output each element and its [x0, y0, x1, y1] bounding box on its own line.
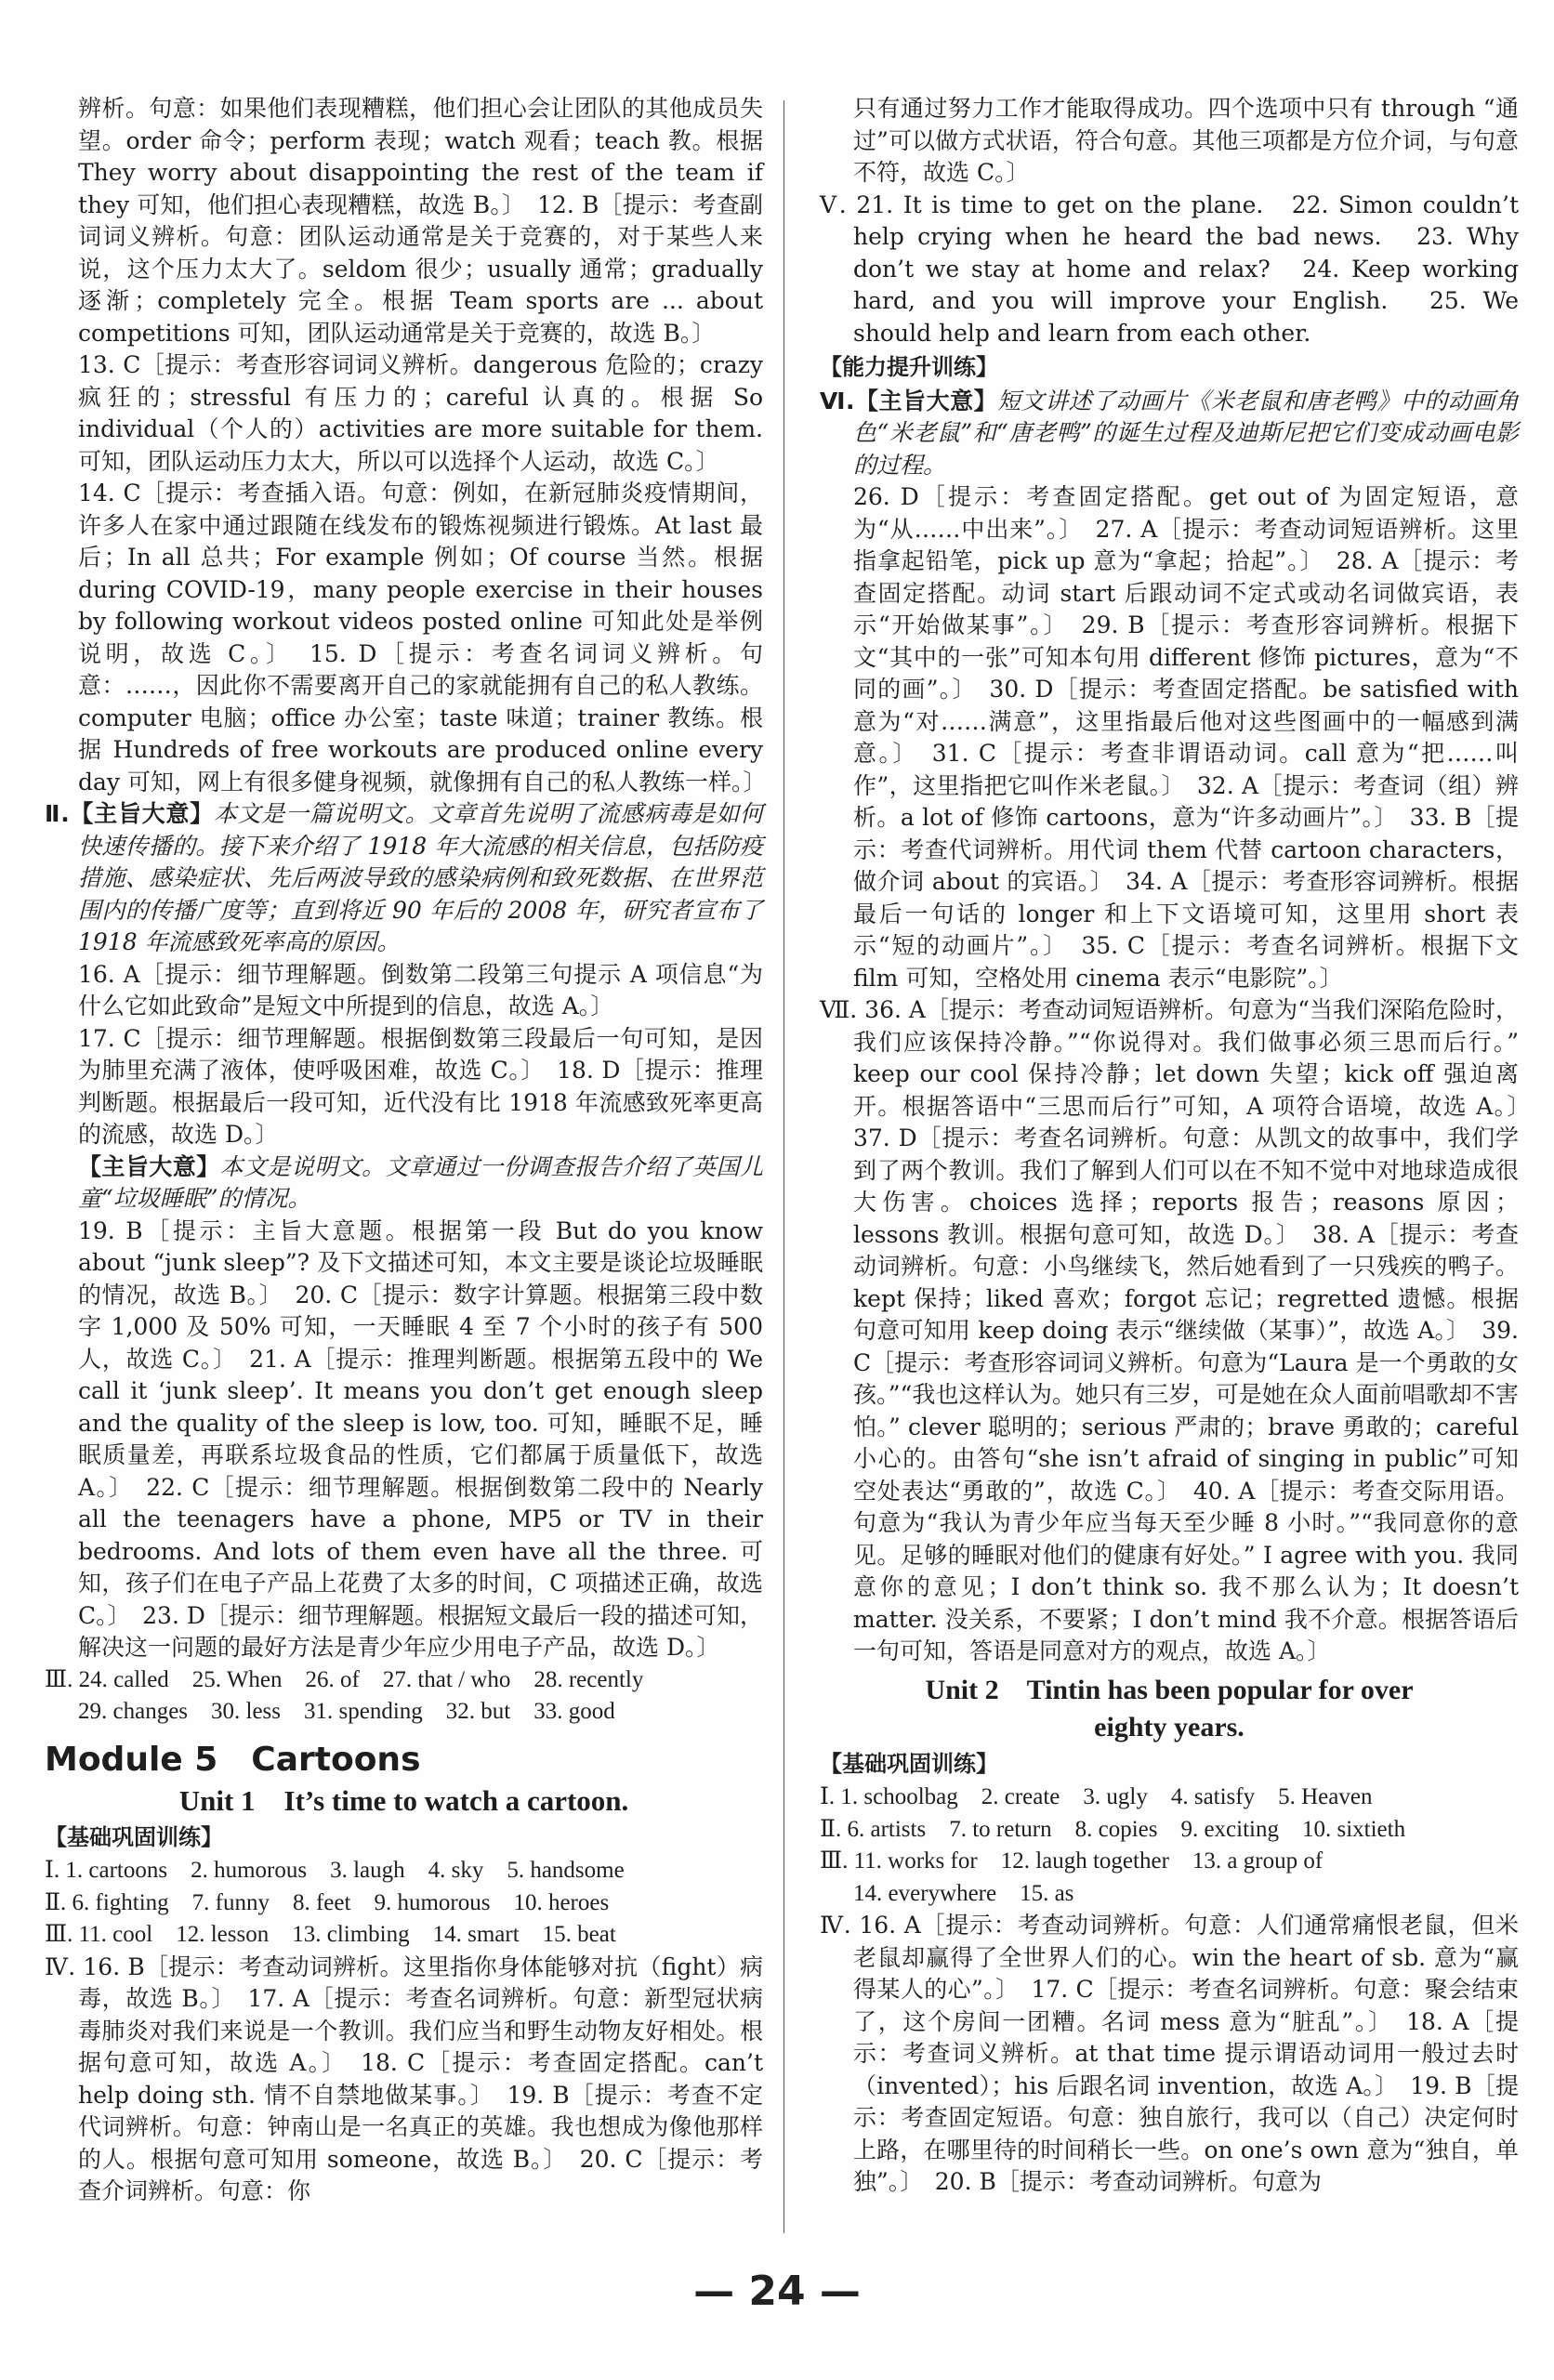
- section-2-intro: [45, 798, 763, 959]
- answer-paragraph: 只有通过努力工作才能取得成功。四个选项中只有 through “通过”可以做方式状语，符合句意。其他三项都是方位介词，与句意不符，故选 C。〕: [853, 95, 1519, 186]
- answer-paragraph: Ⅶ. 36. A［提示：考查动词短语辨析。句意为“当我们深陷危险时，我们应该保持冷静。”“你说得对。我们做事必须三思而后行。” keep our cool 保持冷静；let down 失望；kick off 强迫离开。根据答语中“三思而后行”可知，A 项符合语境，故选 A。〕 37. D［提示：考查名词辨析。句意：从凯文的故事中，我们学到了两个教训。我们了解到人们可以在不知不觉中对地球造成很大伤害。choices 选择；reports 报告；reasons 原因；lessons 教训。根据句意可知，故选 D。〕 38. A［提示：考查动词辨析。句意：小鸟继续飞，然后她看到了一只残疾的鸭子。kept 保持；liked 喜欢；forgot 忘记；regretted 遗憾。根据句意可知用 keep doing 表示“继续做（某事）”，故选 A。〕 39. C［提示：考查形容词词义辨析。句意为“Laura 是一个勇敢的女孩。”“我也这样认为。她只有三岁，可是她在众人面前唱歌却不害怕。” clever 聪明的；serious 严肃的；brave 勇敢的；careful 小心的。由答句“she isn’t afraid of singing in public”可知空处表达“勇敢的”，故选 C。〕 40. A［提示：考查交际用语。句意为“我认为青少年应当每天至少睡 8 小时。”“我同意你的意见。足够的睡眠对他们的健康有好处。” I agree with you. 我同意你的意见；I don’t think so. 我不那么认为；It doesn’t matter. 没关系，不要紧；I don’t mind 我不介意。根据答语后一句可知，答语是同意对方的观点，故选 A。〕: [820, 996, 1543, 1664]
- section-label: Ⅱ.: [45, 800, 70, 827]
- theme-label: 【主旨大意】: [78, 1152, 220, 1180]
- answer-line: Ⅱ. 6. fighting 7. funny 8. feet 9. humorous 10. heroes: [45, 1889, 610, 1915]
- theme-label: 【主旨大意】: [69, 800, 214, 827]
- answer-paragraph: Ⅴ. 21. It is time to get on the plane. 22. Simon couldn’t help crying when he heard the bad news. 23. Why don’t we stay at home and relax? 24. Keep working hard, and you will improve your English. 25. We should help and learn from each other.: [820, 191, 1519, 347]
- section-bar: 【基础巩固训练】: [820, 1750, 998, 1777]
- answer-line: Ⅰ. 1. schoolbag 2. create 3. ugly 4. satisfy 5. Heaven: [820, 1784, 1373, 1809]
- answer-paragraph: 26. D［提示：考查固定搭配。get out of 为固定短语，意为“从……中出来”。〕 27. A［提示：考查动词短语辨析。这里指拿起铅笔，pick up 意为“拿起；拾起”。〕 28. A［提示：考查固定搭配。动词 start 后跟动词不定式或动名词做宾语，表示“开始做某事”。〕 29. B［提示：考查形容词辨析。根据下文“其中的一张”可知本句用 different 修饰 pictures，意为“不同的画”。〕 30. D［提示：考查固定搭配。be satisfied with 意为“对……满意”，这里指最后他对这些图画中的一幅感到满意。〕 31. C［提示：考查非谓语动词。call 意为“把……叫作”，这里指把它叫作米老鼠。〕 32. A［提示：考查词（组）辨析。a lot of 修饰 cartoons，意为“许多动画片”。〕 33. B［提示：考查代词辨析。用代词 them 代替 cartoon characters，做介词 about 的宾语。〕 34. A［提示：考查形容词辨析。根据最后一句话的 longer 和上下文语境可知，这里用 short 表示“短的动画片”。〕 35. C［提示：考查名词辨析。根据下文 film 可知，空格处用 cinema 表示“电影院”。〕: [853, 483, 1519, 992]
- unit-title: Unit 1 It’s time to watch a cartoon.: [178, 1783, 629, 1817]
- answer-line: Ⅲ. 24. called 25. When 26. of 27. that / who 28. recently: [45, 1666, 644, 1692]
- answer-paragraph: Ⅳ. 16. A［提示：考查动词辨析。句意：人们通常痛恨老鼠，但米老鼠却赢得了全世界人们的心。win the heart of sb. 意为“赢得某人的心”。〕 17. C［提示：考查名词辨析。句意：聚会结束了，这个房间一团糟。名词 mess 意为“脏乱”。〕 18. A［提示：考查词义辨析。at that time 提示谓语动词用一般过去时（invented）；his 后跟名词 invention，故选 A。〕 19. B［提示：考查固定短语。句意：独自旅行，我可以（自己）决定何时上路，在哪里待的时间稍长一些。on one’s own 意为“独自，单独”。〕 20. B［提示：考查动词辨析。句意为: [820, 1912, 1519, 2195]
- unit-title-line2: eighty years.: [1094, 1711, 1245, 1742]
- answer-paragraph: 13. C［提示：考查形容词词义辨析。dangerous 危险的；crazy 疯狂的；stressful 有压力的；careful 认真的。根据 So individual（个人的）activities are more suitable for them. 可知，团队运动压力太大，所以可以选择个人运动，故选 C。〕: [78, 351, 763, 475]
- section-bar: 【能力提升训练】: [820, 354, 998, 380]
- theme-text: 短文讲述了动画片《米老鼠和唐老鸭》中的动画角色“米老鼠”和“唐老鸭”的诞生过程及迪斯尼把它们变成动画电影的过程。: [853, 387, 1519, 479]
- answer-line: 14. everywhere 15. as: [853, 1880, 1074, 1906]
- left-column: [45, 93, 767, 2208]
- answer-paragraph: 14. C［提示：考查插入语。句意：例如，在新冠肺炎疫情期间，许多人在家中通过跟随在线发布的锻炼视频进行锻炼。At last 最后；In all 总共；For example 例如；Of course 当然。根据 during COVID-19，many people exercise in their houses by following workout videos posted online 可知此处是举例说明，故选 C。〕 15. D［提示：考查名词词义辨析。句意：……，因此你不需要离开自己的家就能拥有自己的私人教练。computer 电脑；office 办公室；taste 味道；trainer 教练。根据 Hundreds of free workouts are produced online every day 可知，网上有很多健身视频，就像拥有自己的私人教练一样。〕: [78, 480, 767, 796]
- answer-paragraph: 辨析。句意：如果他们表现糟糕，他们担心会让团队的其他成员失望。order 命令；perform 表现；watch 观看；teach 教。根据 They worry about disappointing the rest of the team if they 可知，他们担心表现糟糕，故选 B。〕 12. B［提示：考查副词词义辨析。句意：团队运动通常是关于竞赛的，对于某些人来说，这个压力太大了。seldom 很少；usually 通常；gradually 逐渐；completely 完全。根据 Team sports are ... about competitions 可知，团队运动通常是关于竞赛的，故选 B。〕: [78, 95, 763, 347]
- right-column: [820, 93, 1543, 2199]
- answer-paragraph: Ⅳ. 16. B［提示：考查动词辨析。这里指你身体能够对抗（fight）病毒，故选 B。〕 17. A［提示：考查名词辨析。句意：新型冠状病毒肺炎对我们来说是一个教训。我们应当和野生动物友好相处。根据句意可知，故选 A。〕 18. C［提示：考查固定搭配。can’t help doing sth. 情不自禁地做某事。〕 19. B［提示：考查不定代词辨析。句意：钟南山是一名真正的英雄。我也想成为像他那样的人。根据句意可知用 someone，故选 B。〕 20. C［提示：考查介词辨析。句意：你: [45, 1953, 763, 2204]
- answer-paragraph: 17. C［提示：细节理解题。根据倒数第三段最后一句可知，是因为肺里充满了液体，使呼吸困难，故选 C。〕 18. D［提示：推理判断题。根据最后一段可知，近代没有比 1918 年流感致死率更高的流感，故选 D。〕: [78, 1024, 763, 1148]
- answer-paragraph: 19. B［提示：主旨大意题。根据第一段 But do you know about “junk sleep”? 及下文描述可知，本文主要是谈论垃圾睡眠的情况，故选 B。〕 20. C［提示：数字计算题。根据第三段中数字 1,000 及 50% 可知，一天睡眠 4 至 7 个小时的孩子有 500 人，故选 C。〕 21. A［提示：推理判断题。根据第五段中的 We call it ‘junk sleep’. It means you don’t get enough sleep and the quality of the sleep is low, too. 可知，睡眠不足，睡眠质量差，再联系垃圾食品的性质，它们都属于质量低下，故选 A。〕 22. C［提示：细节理解题。根据倒数第二段中的 Nearly all the teenagers have a phone, MP5 or TV in their bedrooms. And lots of them even have all the three. 可知，孩子们在电子产品上花费了太多的时间，C 项描述正确，故选 C。〕 23. D［提示：细节理解题。根据短文最后一段的描述可知，解决这一问题的最好方法是青少年应少用电子产品，故选 D。〕: [78, 1216, 763, 1661]
- section-6-intro: [820, 386, 1519, 482]
- theme-label: 【主旨大意】: [854, 387, 998, 414]
- unit-title: Unit 2 Tintin has been popular for over: [925, 1674, 1414, 1705]
- section-bar: 【基础巩固训练】: [45, 1823, 223, 1850]
- answer-line: Ⅲ. 11. works for 12. laugh together 13. a group of: [820, 1848, 1324, 1874]
- answer-line: 29. changes 30. less 31. spending 32. but 33. good: [78, 1699, 615, 1724]
- theme-paragraph: [45, 1151, 763, 1216]
- answer-line: Ⅱ. 6. artists 7. to return 8. copies 9. exciting 10. sixtieth: [820, 1816, 1406, 1842]
- theme-text: 本文是一篇说明文。文章首先说明了流感病毒是如何快速传播的。接下来介绍了 1918 年大流感的相关信息，包括防疫措施、感染症状、先后两波导致的感染病例和致死数据、在世界范围内的传播广度等；直到将近 90 年后的 2008 年，研究者宣布了 1918 年流感致死率高的原因。: [78, 800, 763, 955]
- answer-line: Ⅰ. 1. cartoons 2. humorous 3. laugh 4. sky 5. handsome: [45, 1858, 625, 1883]
- section-label: Ⅵ.: [820, 387, 855, 414]
- theme-text: 本文是说明文。文章通过一份调查报告介绍了英国儿童“垃圾睡眠”的情况。: [78, 1152, 763, 1212]
- module-title: Module 5 Cartoons: [45, 1740, 421, 1779]
- page-number: — 24 —: [693, 2268, 861, 2315]
- answer-paragraph: 16. A［提示：细节理解题。倒数第二段第三句提示 A 项信息“为什么它如此致命”是短文中所提到的信息，故选 A。〕: [78, 960, 763, 1019]
- answer-line: Ⅲ. 11. cool 12. lesson 13. climbing 14. smart 15. beat: [45, 1922, 616, 1947]
